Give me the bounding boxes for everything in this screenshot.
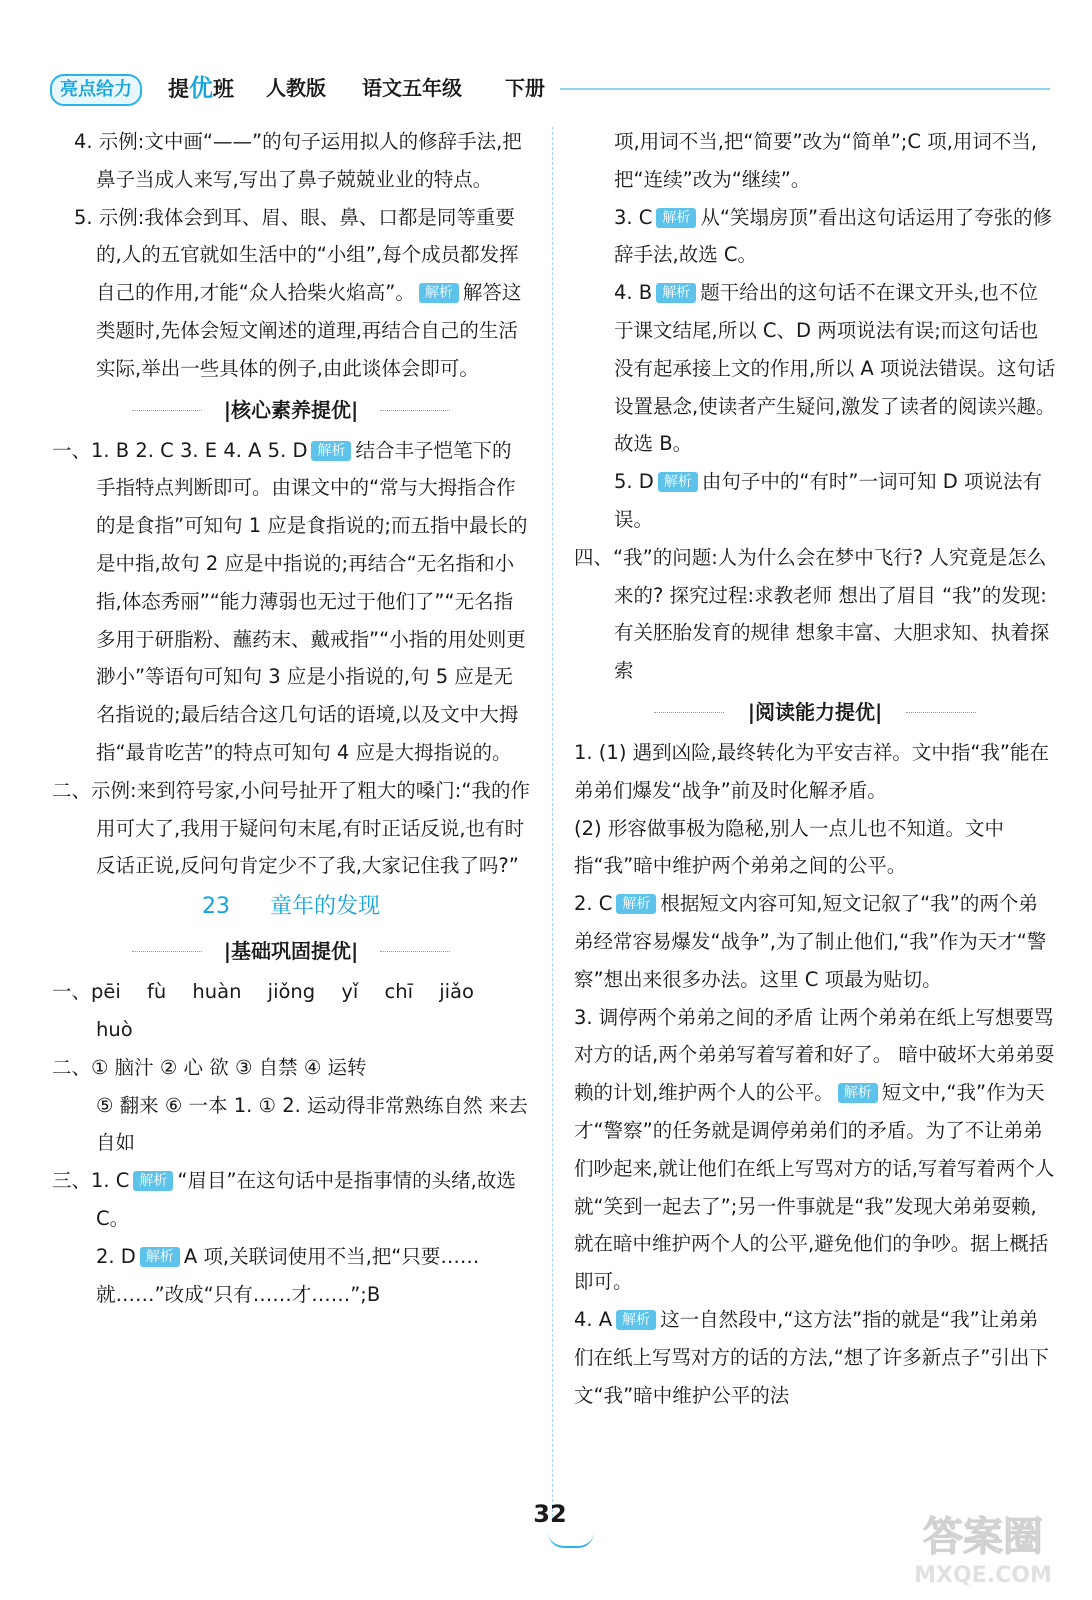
lesson-name: 童年的发现 — [269, 894, 380, 920]
basic-q3-4-jiexi: 题干给出的这句话不在课文开头,也不位于课文结尾,所以 C、D 两项说法有误;而这句话也没有起承接上文的作用,所以 A 项说法错误。这句话设置悬念,使读者产生疑问,激发了读者的阅读兴趣。故选 B。 — [614, 281, 1056, 456]
header-rule — [560, 88, 1050, 90]
reading-q2-answer: 2. C — [574, 892, 613, 916]
basic-q3-3 — [574, 199, 1056, 275]
series-char-2: 优 — [189, 74, 213, 102]
watermark-text: 答案圈 — [923, 1514, 1043, 1560]
jiexi-tag: 解析 — [140, 1247, 180, 1267]
section-title: |阅读能力提优| — [747, 699, 883, 724]
basic-q3-1-jiexi: “眉目”在这句话中是指事情的头绪,故选 C。 — [96, 1169, 516, 1230]
basic-q3-5-answer: 5. D — [614, 470, 654, 494]
lesson-title — [52, 885, 530, 929]
reading-q3-jiexi: 短文中,“我”作为天才“警察”的任务就是调停弟弟们的矛盾。为了不让弟弟们吵起来,就让他们在纸上写骂对方的话,写着写着两个人就“笑到一起去了”;另一件事就是“我”发现大弟弟耍赖,就在暗中维护两个人的公平,避免他们的争吵。据上概括即可。 — [574, 1081, 1055, 1294]
series-char-1: 提 — [168, 77, 189, 101]
reading-q4 — [574, 1301, 1056, 1414]
answer-q5-text: 5. 示例:我体会到耳、眉、眼、鼻、口都是同等重要的,人的五官就如生活中的“小组”,每个成员都发挥自己的作用,才能“众人拾柴火焰高”。 — [74, 205, 519, 305]
basic-q3-4 — [574, 274, 1056, 463]
basic-q3-2 — [52, 1238, 530, 1314]
basic-q2-line1: 二、① 脑汁 ② 心 欲 ③ 自禁 ④ 运转 — [52, 1055, 367, 1079]
lesson-number: 23 — [201, 894, 230, 920]
core-q2: 二、示例:来到符号家,小问号扯开了粗大的嗓门:“我的作用可大了,我用于疑问句末尾,有时正话反说,也有时反话正说,反问句肯定少不了我,大家记住我了吗?” — [52, 778, 530, 878]
section-heading-reading — [574, 690, 1056, 734]
basic-q4: 四、“我”的问题:人为什么会在梦中飞行? 人究竟是怎么来的? 探究过程:求教老师 想出了眉目 “我”的发现:有关胚胎发育的规律 想象丰富、大胆求知、执着探索 — [574, 545, 1050, 683]
reading-q1-2: (2) 形容做事极为隐秘,别人一点儿也不知道。文中指“我”暗中维护两个弟弟之间的公平。 — [574, 816, 1005, 878]
right-column — [574, 123, 1056, 1414]
dotted-rule — [380, 410, 450, 411]
jiexi-tag: 解析 — [656, 283, 696, 303]
basic-q1 — [52, 973, 530, 1049]
dotted-rule — [132, 410, 202, 411]
page-number: 32 — [533, 1500, 567, 1528]
jiexi-tag: 解析 — [419, 283, 459, 303]
basic-q3-2-answer: 2. D — [96, 1244, 136, 1268]
column-divider — [552, 127, 553, 1522]
series-name — [168, 72, 234, 105]
jiexi-tag: 解析 — [311, 441, 351, 461]
basic-q1-pinyin: pēi fù huàn jiǒng yǐ chī jiǎo huò — [91, 980, 474, 1041]
reading-q2 — [574, 885, 1056, 998]
core-q1 — [52, 432, 530, 772]
basic-q3-1 — [52, 1162, 530, 1238]
basic-q2-line2: ⑤ 翻来 ⑥ 一本 1. ① 2. 运动得非常熟练自然 来去自如 — [96, 1093, 528, 1155]
basic-q3-3-jiexi: 从“笑塌房顶”看出这句话运用了夸张的修辞手法,故选 C。 — [614, 205, 1053, 267]
basic-q3-1-answer: 三、1. C — [52, 1169, 130, 1193]
dotted-rule — [132, 951, 202, 952]
section-title: |核心素养提优| — [223, 397, 359, 422]
left-column — [52, 123, 530, 1313]
publisher-label: 人教版 — [266, 76, 326, 100]
jiexi-tag: 解析 — [656, 208, 696, 228]
reading-q3-answer: 3. 调停两个弟弟之间的矛盾 让两个弟弟在纸上写想要骂对方的话,两个弟弟写着写着和好了。 暗中破坏大弟弟耍赖的计划,维护两个人的公平。 — [574, 1005, 1055, 1105]
page-header — [50, 72, 1050, 112]
reading-q3 — [574, 999, 1056, 1301]
jiexi-tag: 解析 — [133, 1171, 173, 1191]
answer-q5 — [52, 199, 530, 388]
basic-q3-5-jiexi: 由句子中的“有时”一词可知 D 项说法有误。 — [614, 470, 1042, 531]
dotted-rule — [906, 712, 976, 713]
jiexi-tag: 解析 — [616, 1310, 656, 1330]
answer-q4: 4. 示例:文中画“——”的句子运用拟人的修辞手法,把鼻子当成人来写,写出了鼻子兢兢业业的特点。 — [74, 130, 522, 191]
section-title: |基础巩固提优| — [223, 939, 359, 964]
core-q1-answers: 一、1. B 2. C 3. E 4. A 5. D — [52, 438, 308, 462]
brand-badge: 亮点给力 — [50, 74, 142, 106]
section-heading-core — [52, 388, 530, 432]
jiexi-tag: 解析 — [838, 1083, 878, 1103]
reading-q2-jiexi: 根据短文内容可知,短文记叙了“我”的两个弟弟经常容易爆发“战争”,为了制止他们,“我”作为天才“警察”想出来很多办法。这里 C 项最为贴切。 — [574, 892, 1047, 991]
page-number-arc — [548, 1532, 594, 1548]
basic-q3-4-answer: 4. B — [614, 281, 653, 305]
reading-q4-jiexi: 这一自然段中,“这方法”指的就是“我”让弟弟们在纸上写骂对方的话的方法,“想了许多新点子”引出下文“我”暗中维护公平的法 — [574, 1307, 1049, 1407]
core-q1-jiexi: 结合丰子恺笔下的手指特点判断即可。由课文中的“常与大拇指合作的是食指”可知句 1 应是食指说的;而五指中最长的是中指,故句 2 应是中指说的;再结合“无名指和小指,体态秀丽”“能力薄弱也无过于他们了”“无名指多用于研脂粉、蘸药末、戴戒指”“小指的用处则更渺小”等语句可知句 3 应是小指说的,句 5 应是无名指说的;最后结合这几句话的语境,以及文中大拇指“最肯吃苦”的特点可知句 4 应是大拇指说的。 — [96, 438, 528, 764]
reading-q4-answer: 4. A — [574, 1307, 613, 1331]
jiexi-tag: 解析 — [616, 894, 656, 914]
basic-q3-3-answer: 3. C — [614, 205, 653, 229]
series-char-3: 班 — [213, 77, 234, 101]
dotted-rule — [380, 951, 450, 952]
subject-label: 语文五年级 — [362, 76, 462, 100]
answer-q5-jiexi: 解答这类题时,先体会短文阐述的道理,再结合自己的生活实际,举出一些具体的例子,由此谈体会即可。 — [96, 281, 522, 380]
section-heading-basic — [52, 929, 530, 973]
basic-q3-2-cont: 项,用词不当,把“简要”改为“简单”;C 项,用词不当,把“连续”改为“继续”。 — [614, 130, 1038, 191]
watermark-logo — [898, 1498, 1068, 1590]
dotted-rule — [654, 712, 724, 713]
watermark-url: MXQE.COM — [914, 1563, 1052, 1588]
basic-q3-5 — [574, 463, 1056, 539]
watermark-graphic — [898, 1498, 1068, 1590]
volume-label: 下册 — [505, 76, 545, 100]
jiexi-tag: 解析 — [658, 472, 698, 492]
reading-q1-1: 1. (1) 遇到凶险,最终转化为平安吉祥。文中指“我”能在弟弟们爆发“战争”前及时化解矛盾。 — [574, 740, 1050, 802]
basic-q1-lead: 一、 — [52, 980, 92, 1004]
basic-q3-2-jiexi: A 项,关联词使用不当,把“只要……就……”改成“只有……才……”;B — [96, 1244, 480, 1306]
